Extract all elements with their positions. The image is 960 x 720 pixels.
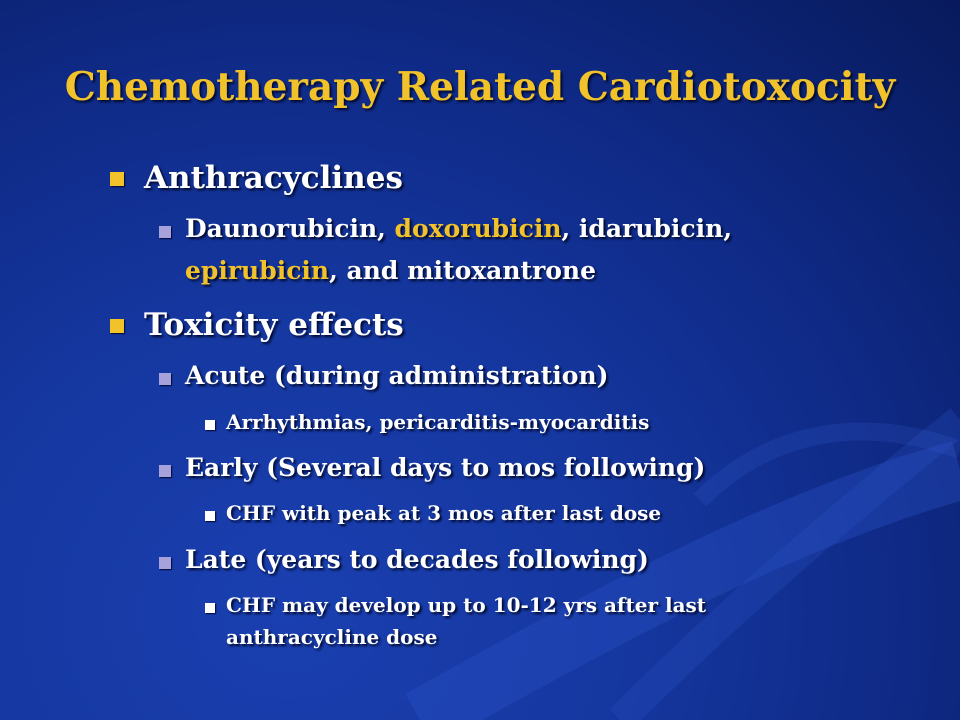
drug-epirubicin: epirubicin bbox=[185, 256, 330, 285]
bullet-square-icon bbox=[205, 603, 215, 613]
bullet-square-icon bbox=[159, 226, 171, 238]
late-detail-line1: CHF may develop up to 10-12 yrs after last bbox=[226, 593, 707, 617]
late-label: Late (years to decades following) bbox=[185, 545, 649, 574]
drug-list-line2 bbox=[185, 256, 596, 285]
drug-mitoxantrone: , and mitoxantrone bbox=[329, 256, 597, 285]
bullet-square-icon bbox=[205, 420, 215, 430]
toxicity-heading: Toxicity effects bbox=[144, 307, 404, 343]
bullet-square-icon bbox=[159, 465, 171, 477]
acute-detail: Arrhythmias, pericarditis-myocarditis bbox=[226, 410, 650, 434]
drug-list-line1 bbox=[185, 214, 732, 243]
drug-idarubicin: , idarubicin, bbox=[561, 214, 733, 243]
bullet-square-icon bbox=[110, 172, 124, 186]
bullet-square-icon bbox=[110, 319, 124, 333]
early-label: Early (Several days to mos following) bbox=[185, 453, 706, 482]
slide-title: Chemotherapy Related Cardiotoxocity bbox=[64, 64, 896, 110]
bullet-square-icon bbox=[159, 557, 171, 569]
acute-label: Acute (during administration) bbox=[185, 361, 609, 390]
late-detail-line2: anthracycline dose bbox=[226, 625, 438, 649]
bullet-square-icon bbox=[159, 373, 171, 385]
drug-daunorubicin: Daunorubicin, bbox=[185, 214, 395, 243]
drug-doxorubicin: doxorubicin bbox=[394, 214, 562, 243]
anthracyclines-heading: Anthracyclines bbox=[144, 160, 403, 196]
early-detail: CHF with peak at 3 mos after last dose bbox=[226, 501, 662, 525]
bullet-square-icon bbox=[205, 511, 215, 521]
